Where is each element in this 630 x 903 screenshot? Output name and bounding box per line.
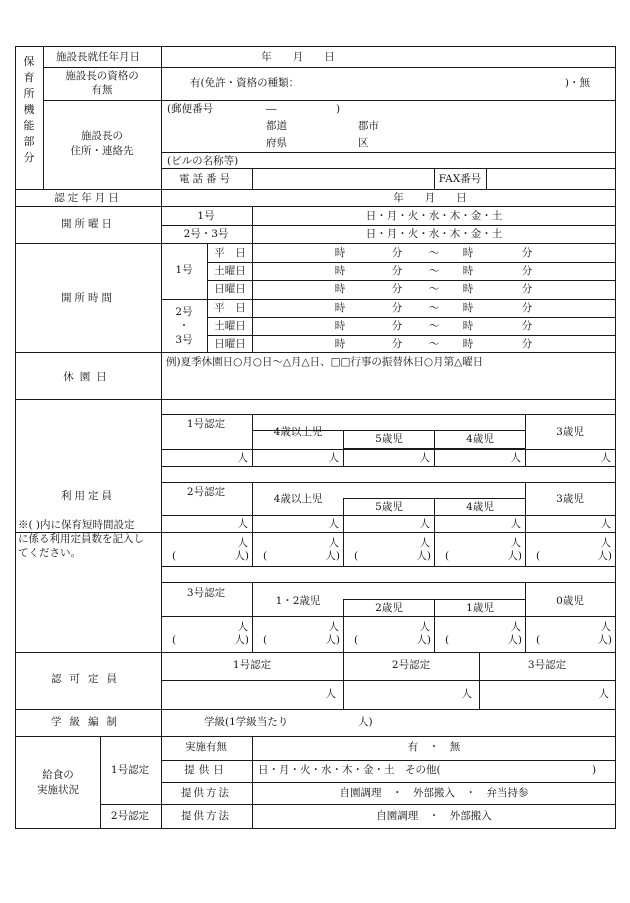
line [161,782,616,783]
teiin-paren-unit: 人) [416,634,431,646]
line [43,100,616,101]
jikan-ji-2: 時 [462,302,474,314]
teiin-unit: 人 [237,518,248,530]
jikan-day-label: 土曜日 [214,265,246,277]
jikan-kara: ～ [428,302,440,314]
line [343,652,344,710]
line [161,760,616,761]
ninka-unit-1: 人 [325,688,336,700]
teiin-paren-open: ( [445,634,450,646]
jikan-day-label: 土曜日 [214,320,246,332]
riyou-note-l2: に係る利用定員数を記入し [18,533,144,545]
teiin-unit: 人 [419,518,430,530]
building-label: (ビルの名称等) [167,155,239,167]
teikyoubi-label: 提供日 [184,764,228,776]
g3-age2: 2歳児 [375,602,403,614]
line [100,736,101,829]
youbi-row2-value: 日・月・火・水・木・金・土 [365,228,503,240]
teiin-unit: 人 [419,537,430,549]
teiin-paren-open: ( [354,634,359,646]
jikan-ji-2: 時 [462,283,474,295]
jikan-ji-2: 時 [462,338,474,350]
line [15,189,616,190]
gakkyu-value-end: 人) [358,716,373,728]
jikan-ji-2: 時 [462,247,474,259]
line [161,46,162,829]
line [207,262,616,263]
shikaku-value: 有(免許・資格の種類： [190,77,300,89]
teiin-paren-unit: 人) [416,550,431,562]
g3-age12: 1・2歳児 [275,595,321,607]
jikan-day-label: 平 日 [214,247,246,259]
jikan-fun-2: 分 [521,247,533,259]
line [43,67,616,68]
line [15,46,616,47]
teiin-unit: 人 [510,452,521,464]
g1-age4: 4歳児 [466,433,494,445]
line [252,243,253,353]
line [525,582,526,653]
kyushoku-g2: 2号認定 [110,810,150,822]
line [434,498,435,567]
postal-close: ) [336,103,341,115]
jikan-fun-1: 分 [391,247,403,259]
line [343,430,344,467]
teiin-unit: 人 [419,621,430,633]
line [161,168,616,169]
tel-label: 電話番号 [179,173,233,185]
line [161,582,616,583]
kyuenbi-example: 例)夏季休園日○月○日～△月△日、□□行事の振替休日○月第△曜日 [166,356,484,368]
teikyoubi-end: ) [592,764,597,776]
teiin-paren-open: ( [263,634,268,646]
teiin-paren-unit: 人) [234,550,249,562]
kyushoku-g1: 1号認定 [110,764,150,776]
ninka-unit-3: 人 [598,688,609,700]
jikan-kara: ～ [428,338,440,350]
fuken-label: 府県 [266,137,287,149]
teiin-unit: 人 [328,518,339,530]
todo-label: 都道 [266,120,287,132]
line [434,599,435,653]
jikan-kara: ～ [428,283,440,295]
houhou-label-2: 提供方法 [181,810,231,822]
jikan-fun-1: 分 [391,302,403,314]
line [434,168,435,190]
line [15,46,16,829]
teiin-unit: 人 [600,518,611,530]
jikan-ji-1: 時 [334,265,346,277]
line [161,152,616,153]
teiin-unit: 人 [600,452,611,464]
gakkyu-label: 学級編制 [51,716,125,728]
youbi-row1-label: 1号 [197,210,215,222]
gunshi-label: 郡市 [358,120,379,132]
kyushoku-label-l2: 実施状況 [37,784,79,796]
teiin-unit: 人 [510,518,521,530]
jikan-ji-2: 時 [462,320,474,332]
teiin-unit: 人 [328,537,339,549]
jikan-fun-1: 分 [391,283,403,295]
riyou-note-l3: てください。 [18,547,81,559]
ku-label: 区 [358,137,369,149]
teiin-paren-unit: 人) [234,634,249,646]
line [15,352,616,353]
teiin-unit: 人 [510,621,521,633]
shikaku-end: )・無 [564,77,590,89]
ninka-col1: 1号認定 [232,659,272,671]
hoiku-section-label: 保育所機能部分 [23,55,35,164]
jikan-fun-2: 分 [521,265,533,277]
line [15,206,616,207]
jikan-fun-2: 分 [521,320,533,332]
teikyoubi-value: 日・月・火・水・木・金・土 その他( [258,764,441,776]
line [207,335,616,336]
teiin-paren-unit: 人) [325,634,340,646]
houhou-value-1: 自園調理 ・ 外部搬入 ・ 弁当持参 [339,787,529,799]
line [15,736,616,737]
teiin-paren-open: ( [263,550,268,562]
gakkyu-value: 学級(1学級当たり [204,716,289,728]
teiin-unit: 人 [328,621,339,633]
kaisho-youbi-label: 開所曜日 [61,218,115,230]
jikan-day-label: 日曜日 [214,338,246,350]
line [100,804,616,805]
umu-value: 有 ・ 無 [407,741,461,753]
jikan-kara: ～ [428,247,440,259]
jikan-day-label: 平 日 [214,302,246,314]
g1-over4: 4歳以上児 [273,426,323,438]
jikan-ji-1: 時 [334,247,346,259]
riyou-g2-label: 2号認定 [186,486,226,498]
line [615,46,616,829]
teiin-unit: 人 [600,621,611,633]
g2-age3: 3歳児 [556,493,584,505]
jikan-ji-1: 時 [334,338,346,350]
teiin-unit: 人 [237,452,248,464]
teiin-paren-unit: 人) [325,550,340,562]
jikan-ji-1: 時 [334,283,346,295]
line [15,399,616,400]
line [252,736,253,829]
line [15,243,616,244]
g3-age1: 1歳児 [466,602,494,614]
g3-age0: 0歳児 [556,595,584,607]
jikan-kara: ～ [428,265,440,277]
line [252,206,253,244]
nintei-date-value: 年 月 日 [393,192,467,204]
jikan-fun-1: 分 [391,320,403,332]
jikan-ji-1: 時 [334,302,346,314]
line [161,299,616,300]
line [161,225,616,226]
ninka-teiin-label: 認可定員 [51,673,125,685]
jusho-label-l2: 住所・連絡先 [70,145,134,157]
houhou-label-1: 提供方法 [181,787,231,799]
fax-label: FAX番号 [438,173,482,185]
ninka-col2: 2号認定 [391,659,431,671]
line [15,828,616,829]
riyou-g3-label: 3号認定 [186,587,226,599]
kaisho-jikan-label: 開所時間 [61,292,115,304]
jikan-group1: 1号 [175,264,193,276]
line [525,482,526,567]
jikan-fun-2: 分 [521,338,533,350]
jikan-fun-2: 分 [521,283,533,295]
houhou-value-2: 自園調理 ・ 外部搬入 [376,810,492,822]
jikan-group2-a: 2号 [175,306,193,318]
jusho-label-l1: 施設長の [81,130,123,142]
teiin-unit: 人 [510,537,521,549]
teiin-paren-open: ( [536,634,541,646]
teiin-paren-open: ( [536,550,541,562]
jikan-day-label: 日曜日 [214,283,246,295]
teiin-paren-open: ( [172,550,177,562]
kyuenbi-label: 休園日 [63,371,113,383]
jikan-ji-1: 時 [334,320,346,332]
shunin-value: 年 月 日 [261,51,335,63]
jikan-ji-2: 時 [462,265,474,277]
teiin-paren-open: ( [172,634,177,646]
line [434,430,435,467]
jikan-fun-2: 分 [521,302,533,314]
line [486,168,487,190]
jikan-fun-1: 分 [391,338,403,350]
jikan-group2-c: 3号 [175,334,193,346]
kyushoku-label-l1: 給食の [42,769,74,781]
teiin-paren-open: ( [354,550,359,562]
shikaku-label-l1: 施設長の資格の [65,70,139,82]
line [161,616,616,617]
line [479,652,480,710]
line [15,709,616,710]
g2-over4: 4歳以上児 [273,493,323,505]
teiin-paren-unit: 人) [597,634,612,646]
g2-age5: 5歳児 [375,501,403,513]
riyou-teiin-label: 利用定員 [61,490,115,502]
teiin-paren-unit: 人) [507,550,522,562]
line [161,566,616,567]
line [207,317,616,318]
umu-label: 実施有無 [185,741,227,753]
teiin-paren-unit: 人) [507,634,522,646]
teiin-unit: 人 [237,621,248,633]
teiin-paren-open: ( [445,550,450,562]
line [207,280,616,281]
teiin-unit: 人 [328,452,339,464]
ninka-col3: 3号認定 [527,659,567,671]
youbi-row1-value: 日・月・火・水・木・金・土 [365,210,503,222]
line [525,414,526,467]
jikan-group2-b: ・ [178,320,190,332]
line [252,168,253,190]
riyou-g1-label: 1号認定 [186,418,226,430]
line [343,599,344,653]
line [207,243,208,353]
ninka-unit-2: 人 [461,688,472,700]
line [252,582,253,653]
shunin-label: 施設長就任年月日 [56,51,140,63]
line [161,482,616,483]
line [43,46,44,190]
teiin-paren-unit: 人) [597,550,612,562]
line [161,515,616,516]
shikaku-label-l2: 有無 [91,84,113,96]
nintei-date-label: 認定年月日 [54,192,122,204]
g1-age3: 3歳児 [556,426,584,438]
line [161,466,616,467]
postal-dash: ― [266,103,277,115]
postal-label: (郵便番号 [167,103,214,115]
teiin-unit: 人 [600,537,611,549]
line [252,414,253,467]
teiin-unit: 人 [419,452,430,464]
youbi-row2-label: 2号・3号 [183,228,229,240]
line [252,482,253,567]
line [161,680,616,681]
line [161,449,616,450]
jikan-kara: ～ [428,320,440,332]
line [161,414,616,415]
g1-age5: 5歳児 [375,433,403,445]
teiin-unit: 人 [237,537,248,549]
line [343,498,344,567]
g2-age4: 4歳児 [466,501,494,513]
riyou-note-l1: ※( )内に保育短時間設定 [18,519,135,531]
jikan-fun-1: 分 [391,265,403,277]
